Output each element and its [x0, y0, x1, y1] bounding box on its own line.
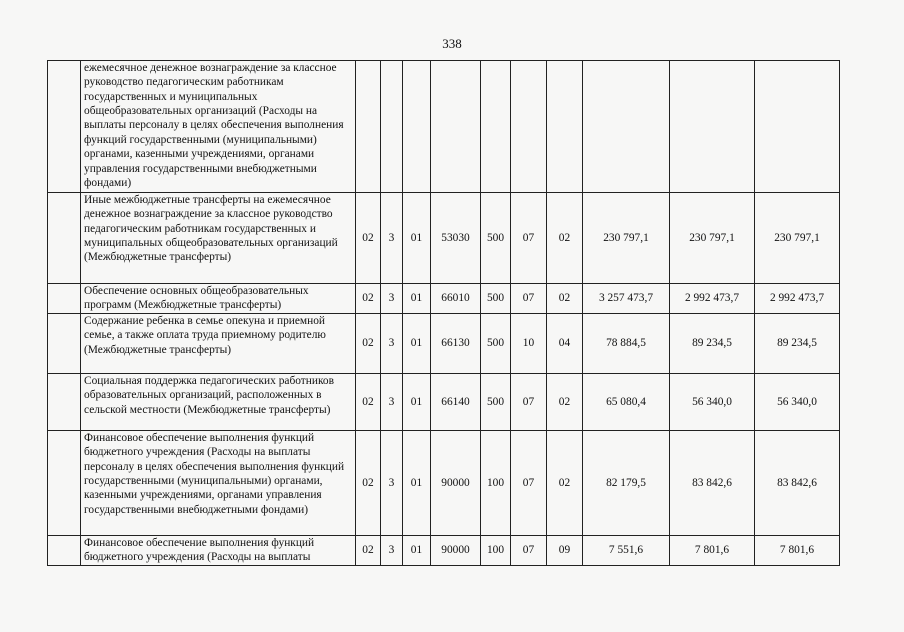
row-number-cell — [48, 61, 81, 193]
code-cell: 02 — [356, 284, 381, 314]
page-number: 338 — [442, 36, 462, 51]
amount-cell: 65 080,4 — [583, 374, 670, 431]
row-number-cell — [48, 314, 81, 374]
row-number-cell — [48, 284, 81, 314]
code-cell: 3 — [381, 314, 403, 374]
code-cell: 3 — [381, 193, 403, 284]
code-cell: 07 — [511, 193, 547, 284]
table-row — [48, 314, 840, 374]
amount-cell: 78 884,5 — [583, 314, 670, 374]
row-description: ежемесячное денежное вознаграждение за классное руководство педагогическим работникам государственных и муниципальных общеобразовательных организаций (Расходы на выплаты персоналу в целях обеспечения выполнения функций государственными (муниципальными) органами, казенными учреждениями, органами управления государственными внебюджетными фондами) — [81, 61, 356, 193]
code-cell: 02 — [356, 314, 381, 374]
row-description: Финансовое обеспечение выполнения функций бюджетного учреждения (Расходы на выплаты персоналу в целях обеспечения выполнения функций государственными (муниципальными) органами, казенными учреждениями, органами управления государственными внебюджетными фондами) — [81, 431, 356, 536]
code-cell — [511, 61, 547, 193]
code-cell: 01 — [403, 284, 431, 314]
row-number-cell — [48, 431, 81, 536]
amount-cell: 7 801,6 — [755, 536, 840, 566]
amount-cell: 2 992 473,7 — [670, 284, 755, 314]
code-cell: 02 — [547, 193, 583, 284]
code-cell: 07 — [511, 536, 547, 566]
code-cell: 100 — [481, 431, 511, 536]
code-cell — [481, 61, 511, 193]
code-cell: 3 — [381, 284, 403, 314]
code-cell: 66130 — [431, 314, 481, 374]
code-cell: 10 — [511, 314, 547, 374]
table-row — [48, 374, 840, 431]
code-cell: 02 — [356, 374, 381, 431]
row-description: Социальная поддержка педагогических работников образовательных организаций, расположенных в сельской местности (Межбюджетные трансферты) — [81, 374, 356, 431]
amount-cell: 82 179,5 — [583, 431, 670, 536]
code-cell: 01 — [403, 193, 431, 284]
table-row — [48, 61, 840, 193]
code-cell: 02 — [547, 431, 583, 536]
code-cell: 500 — [481, 314, 511, 374]
amount-cell: 83 842,6 — [670, 431, 755, 536]
amount-cell: 56 340,0 — [670, 374, 755, 431]
code-cell: 02 — [547, 284, 583, 314]
code-cell: 07 — [511, 284, 547, 314]
code-cell: 04 — [547, 314, 583, 374]
amount-cell: 56 340,0 — [755, 374, 840, 431]
code-cell — [403, 61, 431, 193]
code-cell: 07 — [511, 431, 547, 536]
row-number-cell — [48, 193, 81, 284]
table-row — [48, 193, 840, 284]
amount-cell: 89 234,5 — [755, 314, 840, 374]
code-cell: 90000 — [431, 536, 481, 566]
code-cell: 66140 — [431, 374, 481, 431]
code-cell: 01 — [403, 374, 431, 431]
table-row — [48, 536, 840, 566]
code-cell: 09 — [547, 536, 583, 566]
code-cell: 3 — [381, 431, 403, 536]
code-cell: 53030 — [431, 193, 481, 284]
code-cell: 3 — [381, 536, 403, 566]
code-cell: 500 — [481, 374, 511, 431]
code-cell: 100 — [481, 536, 511, 566]
code-cell — [381, 61, 403, 193]
code-cell: 3 — [381, 374, 403, 431]
code-cell — [356, 61, 381, 193]
code-cell: 01 — [403, 431, 431, 536]
amount-cell — [755, 61, 840, 193]
table-row — [48, 431, 840, 536]
amount-cell — [583, 61, 670, 193]
code-cell: 01 — [403, 314, 431, 374]
code-cell: 500 — [481, 193, 511, 284]
code-cell: 01 — [403, 536, 431, 566]
code-cell: 66010 — [431, 284, 481, 314]
amount-cell: 89 234,5 — [670, 314, 755, 374]
amount-cell: 2 992 473,7 — [755, 284, 840, 314]
code-cell — [431, 61, 481, 193]
row-description: Финансовое обеспечение выполнения функций бюджетного учреждения (Расходы на выплаты — [81, 536, 356, 566]
code-cell: 02 — [356, 193, 381, 284]
code-cell: 90000 — [431, 431, 481, 536]
code-cell: 500 — [481, 284, 511, 314]
table-row — [48, 284, 840, 314]
amount-cell: 83 842,6 — [755, 431, 840, 536]
row-description: Обеспечение основных общеобразовательных программ (Межбюджетные трансферты) — [81, 284, 356, 314]
code-cell: 02 — [547, 374, 583, 431]
row-number-cell — [48, 374, 81, 431]
amount-cell: 230 797,1 — [583, 193, 670, 284]
row-number-cell — [48, 536, 81, 566]
amount-cell — [670, 61, 755, 193]
amount-cell: 7 801,6 — [670, 536, 755, 566]
amount-cell: 230 797,1 — [670, 193, 755, 284]
amount-cell: 7 551,6 — [583, 536, 670, 566]
amount-cell: 230 797,1 — [755, 193, 840, 284]
code-cell: 07 — [511, 374, 547, 431]
code-cell: 02 — [356, 431, 381, 536]
budget-table — [47, 60, 840, 566]
row-description: Содержание ребенка в семье опекуна и приемной семье, а также оплата труда приемному родителю (Межбюджетные трансферты) — [81, 314, 356, 374]
code-cell — [547, 61, 583, 193]
amount-cell: 3 257 473,7 — [583, 284, 670, 314]
code-cell: 02 — [356, 536, 381, 566]
row-description: Иные межбюджетные трансферты на ежемесячное денежное вознаграждение за классное руководство педагогическим работникам государственных и муниципальных общеобразовательных организаций (Межбюджетные трансферты) — [81, 193, 356, 284]
